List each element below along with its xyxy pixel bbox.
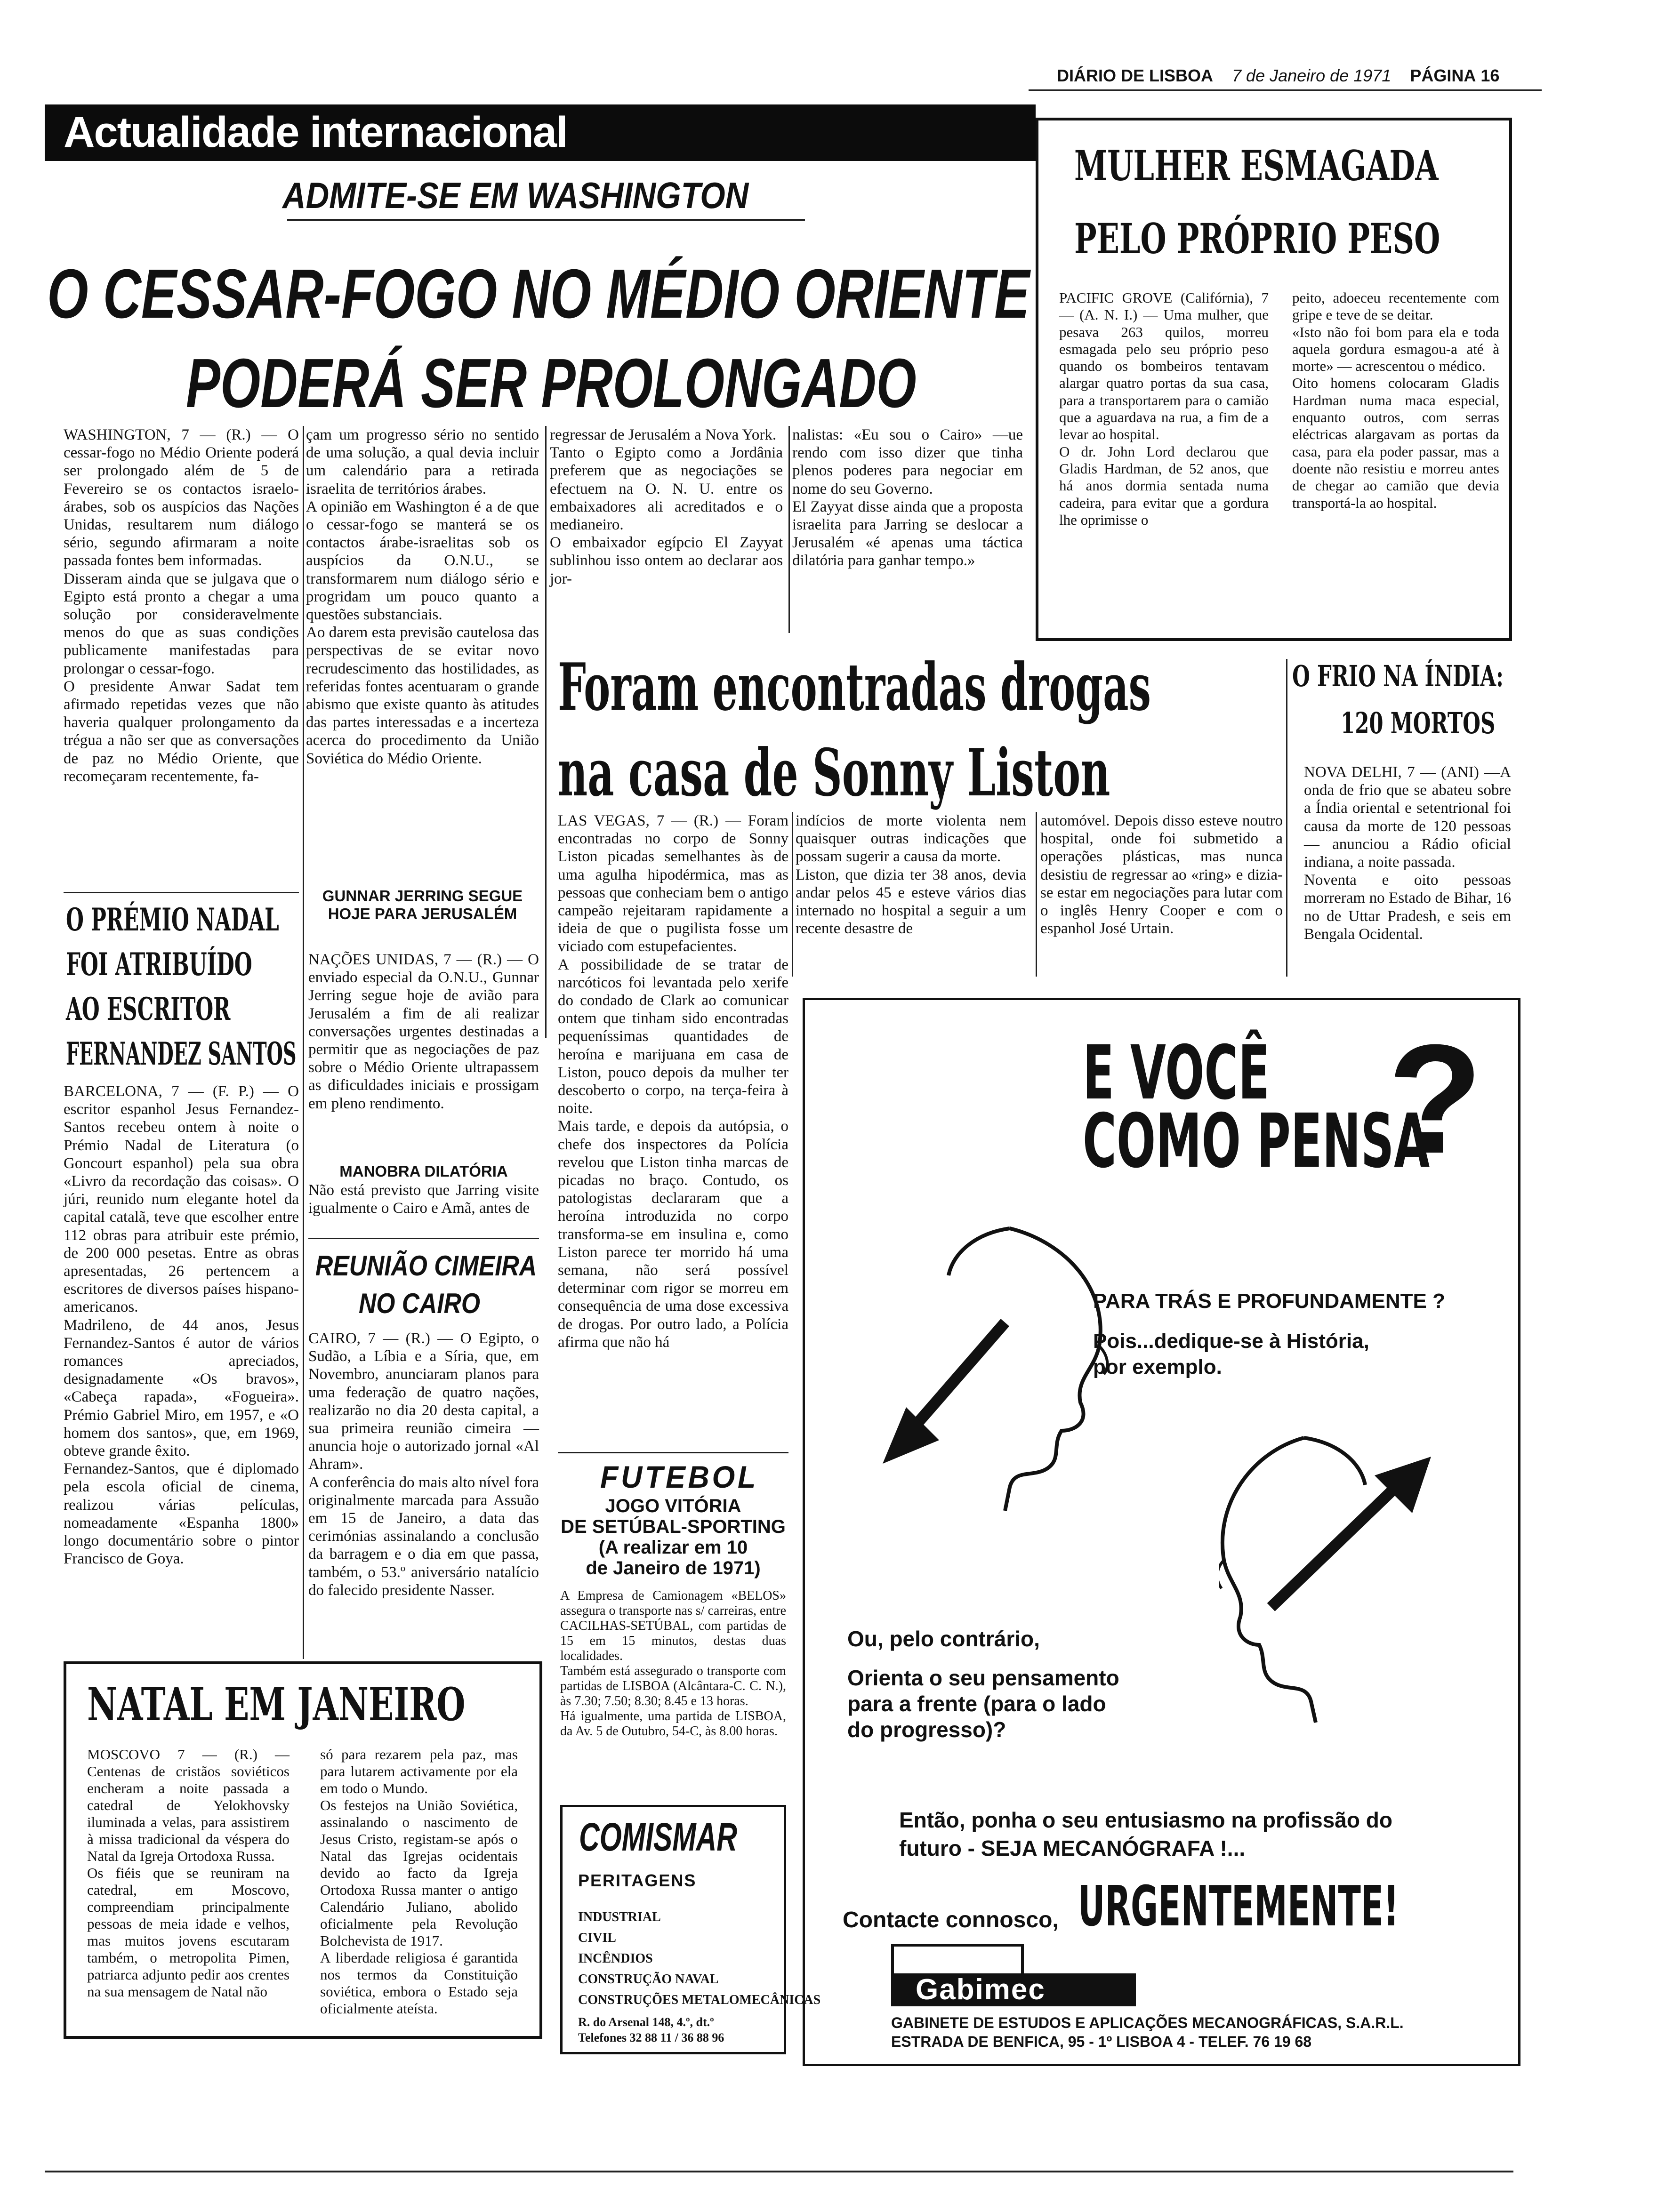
- nadal-top-rule: [64, 892, 299, 893]
- gabimec-logo-mark: [891, 1944, 1024, 1974]
- comismar-service: PERITAGENS: [578, 1871, 697, 1890]
- head-backward-illustration: [854, 1224, 1118, 1515]
- ad-q1-body-2: por exemplo.: [1093, 1355, 1222, 1378]
- ad-q1: PARA TRÁS E PROFUNDAMENTE ?: [1093, 1290, 1445, 1313]
- folio-paper: DIÁRIO DE LISBOA: [1057, 66, 1214, 85]
- comismar-address: R. do Arsenal 148, 4.º, dt.º: [578, 2015, 714, 2029]
- india-title-2: 120 MORTOS: [1341, 706, 1496, 740]
- main-col-3: regressar de Jerusalém a Nova York. Tanto o Egipto como a Jordânia preferem que as negociações se efectuem na O. N. U. entre os embaixadores ali acreditados e o medianeiro. O embaixador egípcio El Zayyat sublinhou isso ontem ao declarar aos jor-: [550, 426, 783, 587]
- jarring-body: NAÇÕES UNIDAS, 7 — (R.) — O enviado especial da O.N.U., Gunnar Jerring segue hoje de avião para Jerusalém a fim de ali realizar conversações urgentes destinadas a permitir que as negociações de paz sobre o Médio Oriente ultrapassem as dificuldades iniciais e prossigam em pleno rendimento.: [308, 951, 539, 1112]
- folio-page-label: PÁGINA: [1410, 66, 1476, 85]
- ad-q2-body-1: Orienta o seu pensamento: [847, 1666, 1119, 1690]
- comismar-phones: Telefones 32 88 11 / 36 88 96: [578, 2031, 724, 2044]
- ad-contact: Contacte connosco,: [843, 1907, 1059, 1932]
- liston-headline-1: Foram encontradas drogas: [558, 649, 1151, 725]
- comismar-name: COMISMAR: [579, 1815, 737, 1859]
- comismar-item: INCÊNDIOS: [578, 1951, 653, 1966]
- comismar-item: CIVIL: [578, 1931, 616, 1945]
- ad-q2: Ou, pelo contrário,: [847, 1627, 1040, 1651]
- ad-company-2: ESTRADA DE BENFICA, 95 - 1º LISBOA 4 - TELEF. 76 19 68: [891, 2033, 1312, 2050]
- cimeira-title-1: REUNIÃO CIMEIRA: [315, 1250, 537, 1282]
- comismar-item: CONSTRUÇÃO NAVAL: [578, 1972, 719, 1987]
- head-forward-illustration: [1219, 1433, 1464, 1725]
- ad-q1-body-1: Pois...dedique-se à História,: [1093, 1330, 1369, 1353]
- mulher-title-2: PELO PRÓPRIO PESO: [1074, 214, 1440, 263]
- folio-rule: [1029, 89, 1542, 91]
- kicker-underline: [287, 219, 805, 221]
- futebol-sub-2: DE SETÚBAL-SPORTING: [561, 1516, 786, 1537]
- main-kicker: ADMITE-SE EM WASHINGTON: [282, 175, 749, 216]
- col-rule: [792, 812, 793, 977]
- col-rule: [1286, 659, 1287, 977]
- page-folio: [1057, 66, 1542, 86]
- main-col-1: WASHINGTON, 7 — (R.) — O cessar-fogo no Médio Oriente poderá ser prolongado além de 5 de Fevereiro se os contactos israelo-árabes, sob os auspícios das Nações Unidas, resultarem num diálogo sério, segundo afirmaram a noite passada fontes bem informadas. Disseram ainda que se julgava que o Egipto está pronto a chegar a uma solução por consideravelmente menos do que as suas condições publicamente manifestadas para prolongar o cessar-fogo. O presidente Anwar Sadat tem afirmado repetidas vezes que não haveria qualquer prolongamento da trégua a não ser que as conversações de paz no Médio Oriente, que recomeçaram recentemente, fa-: [64, 426, 299, 785]
- comismar-item: INDUSTRIAL: [578, 1910, 661, 1924]
- cimeira-top-rule: [308, 1238, 539, 1239]
- folio-page-number: 16: [1480, 66, 1500, 85]
- mulher-col-1: PACIFIC GROVE (Califórnia), 7 — (A. N. I.) — Uma mulher, que pesava 263 quilos, morreu esmagada pelo seu próprio peso quando os bombeiros tentavam alargar quatro portas da sua casa, para a transportarem para o camião que a aguardava na rua, a fim de a levar ao hospital. O dr. John Lord declarou que Gladis Hardman, de 52 anos, que há anos dormia sentada numa cadeira, para evitar que a gordura lhe oprimisse o: [1059, 289, 1269, 528]
- mulher-col-2: peito, adoeceu recentemente com gripe e teve de se deitar. «Isto não foi bom para ela e toda aquela gordura esmagou-a até à morte» — acrescentou o médico. Oito homens colocaram Gladis Hardman numa maca especial, enquanto outros, com serras eléctricas alargavam as portas da casa, para ela poder passar, mas a doente não resistiu e morreu antes de chegar ao camião que devia transportá-la ao hospital.: [1292, 289, 1499, 511]
- folio-date: 7 de Janeiro de 1971: [1232, 66, 1392, 85]
- futebol-sub-1: JOGO VITÓRIA: [605, 1496, 741, 1516]
- jarring-body-2: Não está previsto que Jarring visite igualmente o Cairo e Amã, antes de: [308, 1182, 539, 1217]
- ad-headline-1: E VOCÊ: [1083, 1030, 1270, 1116]
- ad-call-2: futuro - SEJA MECANÓGRAFA !...: [899, 1836, 1246, 1860]
- jarring-title: GUNNAR JERRING SEGUE HOJE PARA JERUSALÉM: [322, 887, 523, 922]
- liston-col-3: automóvel. Depois disso esteve noutro hospital, onde foi submetido a operações plásticas, mas nunca desistiu de regressar ao «ring» e dizia-se estar em negociações para lutar com o inglês Henry Cooper e com o espanhol José Urtain.: [1040, 812, 1283, 938]
- ad-headline-2: COMO PENSA: [1083, 1098, 1430, 1185]
- liston-headline-2: na casa de Sonny Liston: [558, 734, 1110, 811]
- liston-col-1: LAS VEGAS, 7 — (R.) — Foram encontradas no corpo de Sonny Liston picadas semelhantes às de uma agulha hipodérmica, mas as pessoas que conheciam bem o antigo campeão rejeitaram rapidamente a ideia de que o pugilista fosse um viciado com estupefacientes. A possibilidade de se tratar de narcóticos foi levantada pelo xerife do condado de Clark ao comunicar ontem que tinham sido encontradas pequeníssimas quantidades de heroína e marijuana em casa de Liston, pouco depois da mulher ter descoberto o corpo, na terça-feira à noite. Mais tarde, e depois da autópsia, o chefe dos inspectores da Polícia revelou que Liston tinha marcas de picadas no braço. Contudo, os patologistas declararam que a heroína introduzida no corpo transforma-se em insulina e, como Liston parece ter morrido há uma semana, não será possível determinar com rigor se morreu em consequência de uma dose excessiva de drogas. Por outro lado, a Polícia afirma que não há: [558, 812, 788, 1351]
- futebol-sub-4: de Janeiro de 1971): [586, 1558, 761, 1579]
- ad-call-1: Então, ponha o seu entusiasmo na profissão do: [899, 1808, 1392, 1832]
- comismar-items: [578, 1907, 820, 2011]
- nadal-title-line: FOI ATRIBUÍDO: [66, 946, 252, 983]
- india-body: NOVA DELHI, 7 — (ANI) —A onda de frio que se abateu sobre a Índia oriental e setentrional foi causa da morte de 120 pessoas — anunciou a Rádio oficial indiana, a noite passada. Noventa e oito pessoas morreram no Estado de Bihar, 16 no de Uttar Pradesh, e seis em Bengala Ocidental.: [1304, 764, 1511, 943]
- cimeira-body: CAIRO, 7 — (R.) — O Egipto, o Sudão, a Líbia e a Síria, que, em Novembro, anunciaram planos para uma federação de quatro nações, realizarão no dia 20 desta capital, a sua primeira reunião cimeira — anuncia hoje o autorizado jornal «Al Ahram». A conferência do mais alto nível fora originalmente marcada para Assuão em 15 de Janeiro, a data das cerimónias assinalando a conclusão da barragem e o dia em que passa, também, o 53.º aniversário natalício do falecido presidente Nasser.: [308, 1330, 539, 1599]
- natal-col-2: só para rezarem pela paz, mas para lutarem activamente por ela em todo o Mundo. Os festejos na União Soviética, assinalando o nascimento de Jesus Cristo, registam-se após o Natal das Igrejas ocidentais devido ao facto da Igreja Ortodoxa Russa manter o antigo Calendário Juliano, abolido oficialmente pela Revolução Bolchevista de 1917. A liberdade religiosa é garantida nos termos da Constituição soviética, embora o Estado seja oficialmente ateísta.: [320, 1746, 518, 2017]
- nadal-body: BARCELONA, 7 — (F. P.) — O escritor espanhol Jesus Fernandez-Santos recebeu ontem à noite o Prémio Nadal de Literatura (o Goncourt espanhol) pela sua obra «Livro da recordação das coisas». O júri, reunido num elegante hotel da capital catalã, teve que escolher entre 112 obras para atribuir este prémio, de 200 000 pesetas. Entre as obras apresentadas, 26 pertencem a escritores de diversos países hispano-americanos. Madrileno, de 44 anos, Jesus Fernandez-Santos é autor de vários romances apreciados, designadamente «Os bravos», «Cabeça rapada», «Fogueira». Prémio Gabriel Miro, em 1957, e «O homem dos santos», que, em 1969, obteve grande êxito. Fernandez-Santos, que é diplomado pela escola oficial de cinema, realizou várias películas, nomeadamente «Espanha 1800» longo documentário sobre o pintor Francisco de Goya.: [64, 1083, 299, 1568]
- ad-question-mark: ?: [1388, 1012, 1483, 1186]
- col-rule: [303, 426, 304, 1659]
- col-rule: [1036, 812, 1037, 977]
- natal-title: NATAL EM JANEIRO: [87, 1678, 466, 1731]
- cimeira-title-2: NO CAIRO: [359, 1288, 480, 1319]
- main-headline-1: O CESSAR-FOGO NO MÉDIO ORIENTE: [47, 255, 1030, 333]
- futebol-top-rule: [558, 1452, 788, 1453]
- col-rule: [788, 426, 790, 633]
- ad-q2-body-3: do progresso)?: [847, 1717, 1006, 1742]
- india-title-1: O FRIO NA ÍNDIA:: [1292, 659, 1504, 693]
- futebol-body: A Empresa de Camionagem «BELOS» assegura o transporte nas s/ carreiras, entre CACILHAS-SETÚBAL, com partidas de 15 em 15 minutos, destas duas localidades. Também está assegurado o transporte com partidas de LISBOA (Alcântara-C. C. N.), às 7.30; 7.50; 8.30; 8.45 e 13 horas. Há igualmente, uma partida de LISBOA, da Av. 5 de Outubro, 54-C, às 8.00 horas.: [560, 1588, 786, 1739]
- ad-company-1: GABINETE DE ESTUDOS E APLICAÇÕES MECANOGRÁFICAS, S.A.R.L.: [891, 2014, 1404, 2031]
- natal-col-1: MOSCOVO 7 — (R.) — Centenas de cristãos soviéticos encheram a noite passada a catedral de Yelokhovsky iluminada a velas, para assistirem à missa tradicional da véspera do Natal da Igreja Ortodoxa Russa. Os fiéis que se reuniram na catedral, em Moscovo, compreendiam principalmente pessoas de meia idade e velhos, mas muitos jovens escutaram também, o metropolita Pimen, patriarca adjunto pedir aos crentes na sua mensagem de Natal não: [87, 1746, 290, 2000]
- col-rule: [545, 426, 547, 1038]
- section-banner: Actualidade internacional: [45, 104, 1036, 161]
- nadal-title-line: FERNANDEZ SANTOS: [66, 1035, 297, 1072]
- main-col-2: çam um progresso sério no sentido de uma solução, a qual devia incluir um calendário para a retirada israelita de territórios árabes. A opinião em Washington é a de que o cessar-fogo se manterá se os contactos árabe-israelitas sob os auspícios da O.N.U., se transformarem num diálogo sério e progridam um pouco quanto a questões substanciais. Ao darem esta previsão cautelosa das perspectivas de se evitar novo recrudescimento das hostilidades, as referidas fontes acentuaram o grande abismo que existe quanto às atitudes das partes interessadas e a incerteza acerca do procedimento da União Soviética do Médio Oriente.: [306, 426, 539, 767]
- futebol-title: FUTEBOL: [600, 1459, 758, 1494]
- mulher-title-1: MULHER ESMAGADA: [1074, 141, 1439, 190]
- nadal-title-line: AO ESCRITOR: [66, 991, 231, 1027]
- nadal-title-line: O PRÉMIO NADAL: [66, 901, 279, 938]
- liston-col-2: indícios de morte violenta nem quaisquer outras indicações que possam sugerir a causa da morte. Liston, que dizia ter 38 anos, devia andar pelos 45 e esteve vários dias internado no hospital a seguir a um recente desastre de: [796, 812, 1026, 938]
- main-headline-2: PODERÁ SER PROLONGADO: [186, 345, 917, 422]
- ad-q2-body-2: para a frente (para o lado: [847, 1691, 1106, 1716]
- comismar-item: CONSTRUÇÕES METALOMECÂNICAS: [578, 1993, 821, 2007]
- jarring-sub: MANOBRA DILATÓRIA: [339, 1162, 508, 1180]
- futebol-sub-3: (A realizar em 10: [598, 1537, 748, 1558]
- gabimec-logo-text: Gabimec: [916, 1973, 1046, 2006]
- ad-urgent: URGENTEMENTE!: [1078, 1874, 1399, 1939]
- main-col-4: nalistas: «Eu sou o Cairo» —ue rendo com isso dizer que tinha plenos poderes para negociar em nome do seu Governo. El Zayyat disse ainda que a proposta israelita para Jarring se deslocar a Jerusalém «é apenas uma táctica dilatória para ganhar tempo.»: [792, 426, 1023, 569]
- page-bottom-rule: [45, 2171, 1513, 2172]
